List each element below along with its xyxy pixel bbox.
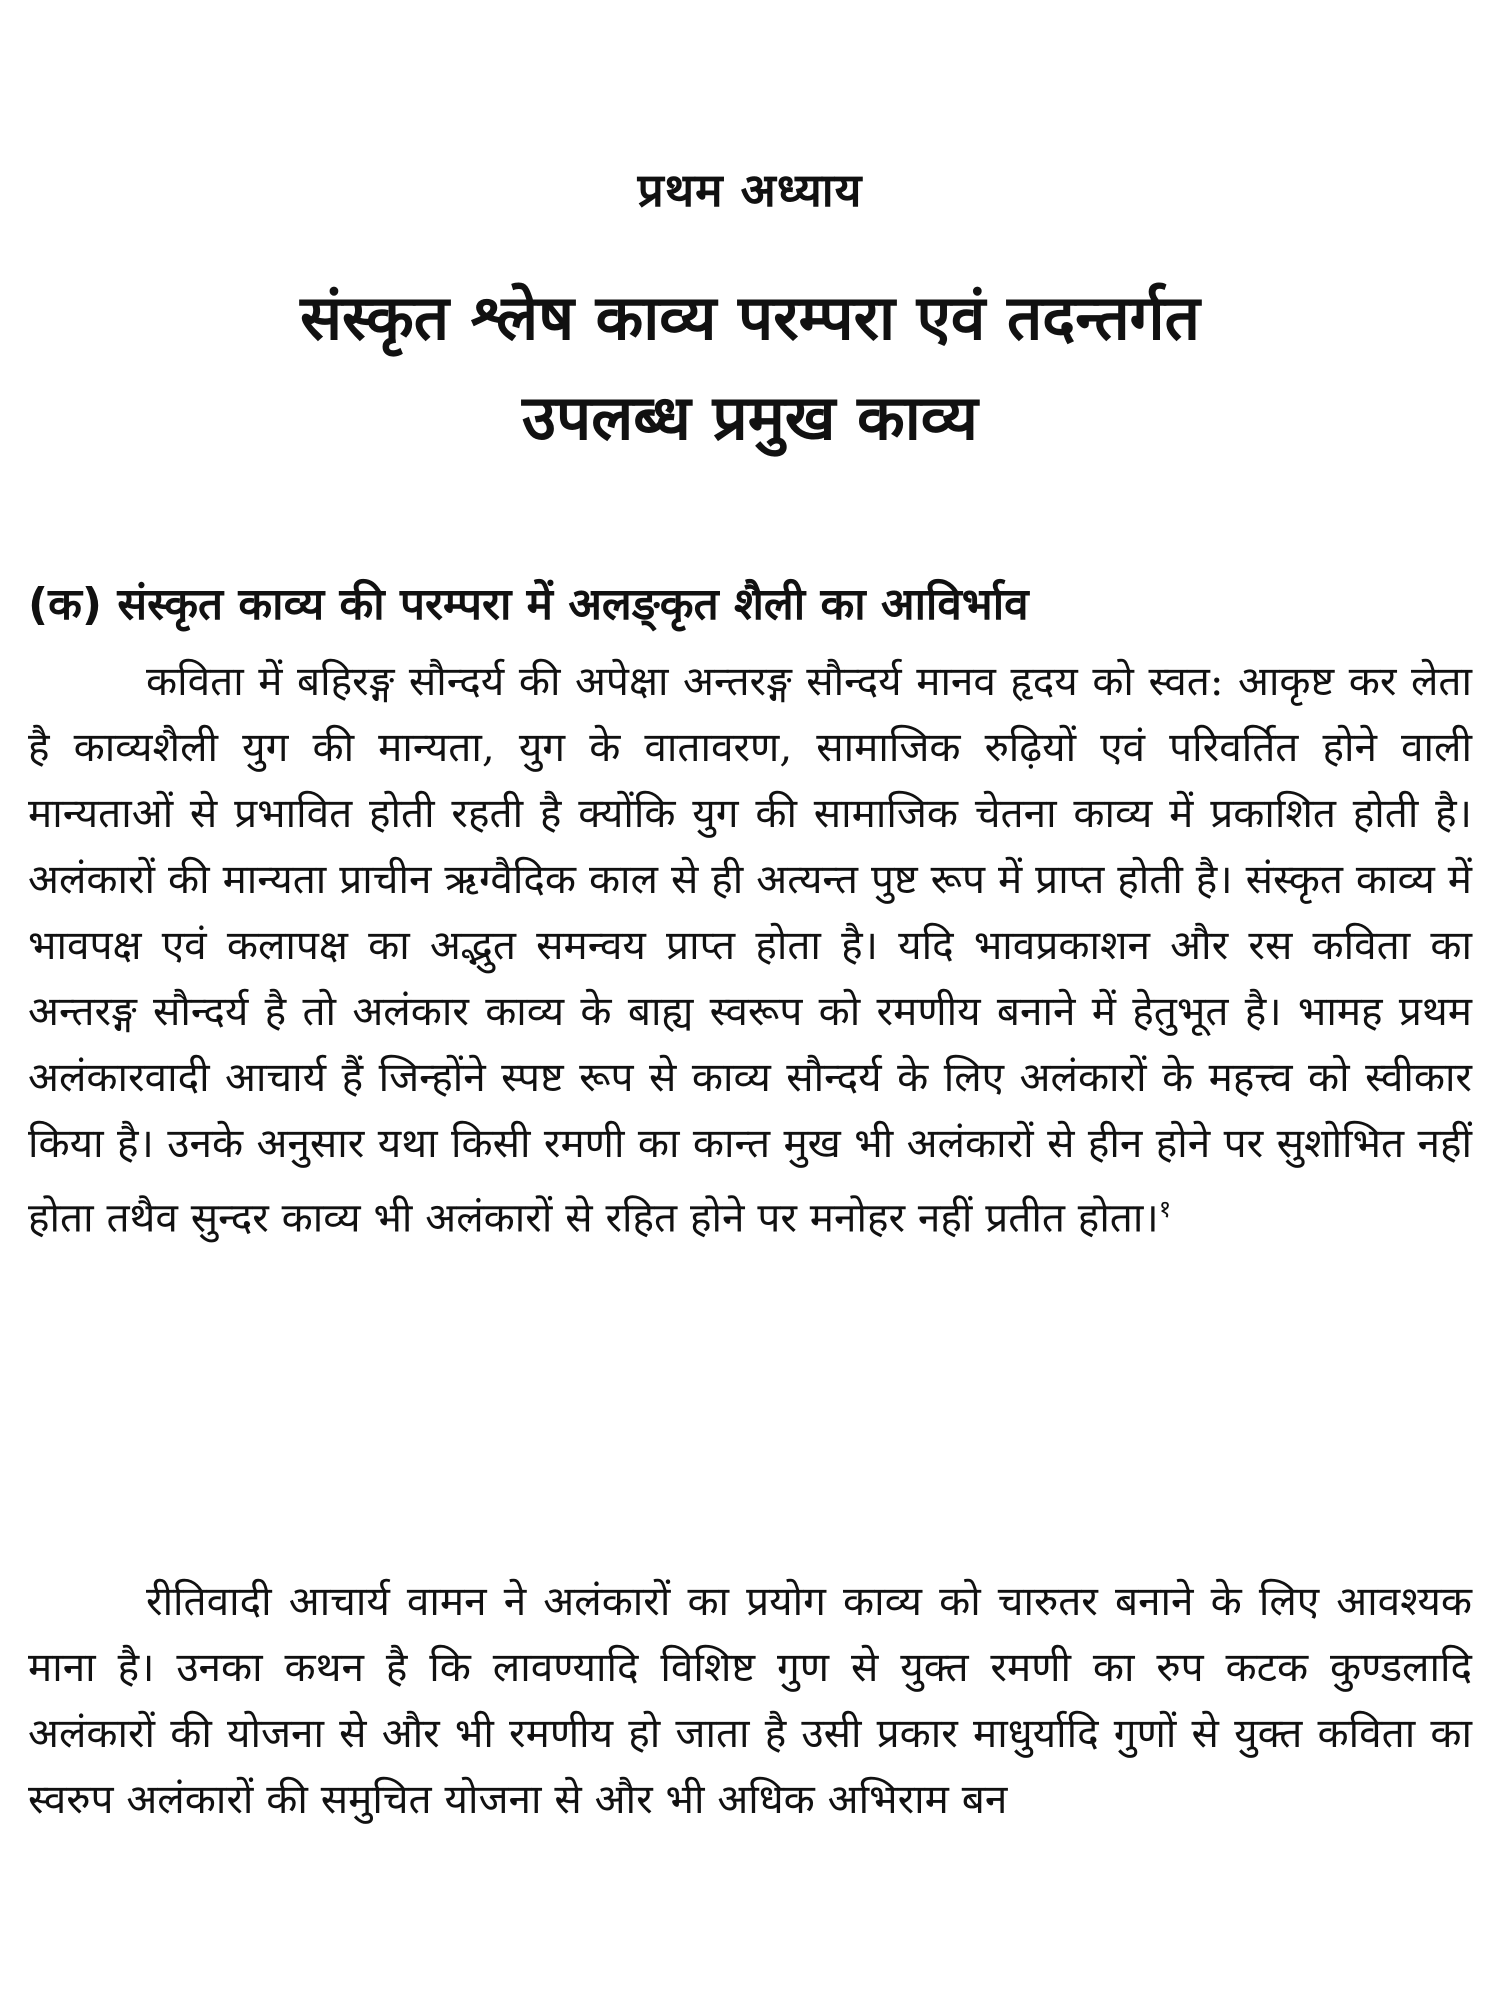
chapter-label: प्रथम अध्याय <box>637 163 863 217</box>
footnote-marker: १ <box>1158 1195 1172 1223</box>
paragraph-1 <box>28 648 1472 1251</box>
paragraph-2 <box>28 1568 1472 1832</box>
paragraph-1-text: कविता में बहिरङ्ग सौन्दर्य की अपेक्षा अन्तरङ्ग सौन्दर्य मानव हृदय को स्वत: आकृष्ट कर लेता है काव्यशैली युग की मान्यता, युग के वातावरण, सामाजिक रुढ़ियों एवं परिवर्तित होने वाली मान्यताओं से प्रभावित होती रहती है क्योंकि युग की सामाजिक चेतना काव्य में प्रकाशित होती है। अलंकारों की मान्यता प्राचीन ऋग्वैदिक काल से ही अत्यन्त पुष्ट रूप में प्राप्त होती है। संस्कृत काव्य में भावपक्ष एवं कलापक्ष का अद्भुत समन्वय प्राप्त होता है। यदि भावप्रकाशन और रस कविता का अन्तरङ्ग सौन्दर्य है तो अलंकार काव्य के बाह्य स्वरूप को रमणीय बनाने में हेतुभूत है। भामह प्रथम अलंकारवादी आचार्य हैं जिन्होंने स्पष्ट रूप से काव्य सौन्दर्य के लिए अलंकारों के महत्त्व को स्वीकार किया है। उनके अनुसार यथा किसी रमणी का कान्त मुख भी अलंकारों से हीन होने पर सुशोभित नहीं होता तथैव सुन्दर काव्य भी अलंकारों से रहित होने पर मनोहर नहीं प्रतीत होता। <box>28 657 1472 1242</box>
chapter-title-line-1: संस्कृत श्लेष काव्य परम्परा एवं तदन्तर्गत <box>300 281 1200 354</box>
chapter-title <box>0 268 1500 468</box>
section-heading: (क) संस्कृत काव्य की परम्परा में अलङ्कृत शैली का आविर्भाव <box>28 579 1029 630</box>
paragraph-2-text: रीतिवादी आचार्य वामन ने अलंकारों का प्रयोग काव्य को चारुतर बनाने के लिए आवश्यक माना है। उनका कथन है कि लावण्यादि विशिष्ट गुण से युक्त रमणी का रुप कटक कुण्डलादि अलंकारों की योजना से और भी रमणीय हो जाता है उसी प्रकार माधुर्यादि गुणों से युक्त कविता का स्वरुप अलंकारों की समुचित योजना से और भी अधिक अभिराम बन <box>28 1577 1472 1823</box>
chapter-title-line-2: उपलब्ध प्रमुख काव्य <box>522 381 978 454</box>
